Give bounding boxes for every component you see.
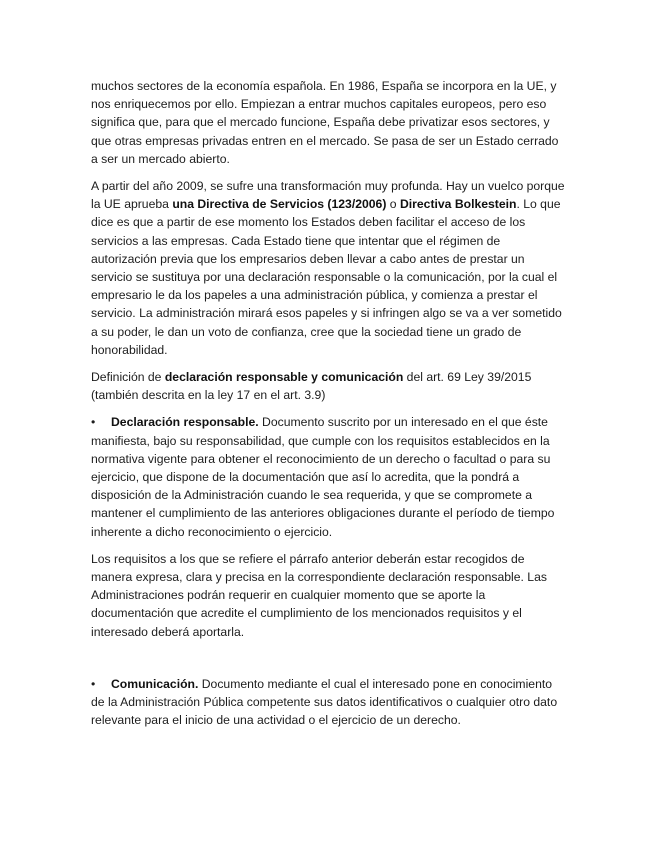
paragraph-directiva-text-d: . Lo que dice es que a partir de ese momento los Estados deben facilitar el acceso de los servicios a las empresas. Cada Estado tiene que intentar que el régimen de autorización previa que los empresarios deben llevar a cabo antes de prestar un servicio se sustituya por una declaración responsable o la comunicación, por la cual el empresario le da los papeles a una administración pública, y comienza a prestar el servicio. La administración mirará esos papeles y si infringen algo se va a ver sometido a su poder, le dan un voto de confianza, cree que la sociedad tiene un grado de honorabilidad. [91,197,562,357]
bullet-comunicacion [91,675,567,730]
paragraph-definicion-text-a: Definición de [91,370,165,385]
paragraph-economia-text: muchos sectores de la economía española. En 1986, España se incorpora en la UE, y nos enriquecemos por ello. Empiezan a entrar muchos capitales europeos, pero eso significa que, para que el mercado funcione, España debe privatizar esos sectores, y que otras empresas privadas entren en el mercado. Se pasa de ser un Estado cerrado a ser un mercado abierto. [91,79,559,166]
paragraph-directiva-text-c: o [386,197,400,212]
comunicacion-term: Comunicación. [111,676,199,691]
paragraph-definicion [91,368,567,404]
declaracion-responsable-term: Declaración responsable. [111,415,259,430]
paragraph-requisitos-text: Los requisitos a los que se refiere el párrafo anterior deberán estar recogidos de manera expresa, clara y precisa en la correspondiente declaración responsable. Las Administraciones podrán requerir en cualquier momento que se aporte la documentación que acredite el cumplimiento de los mencionados requisitos y el interesado deberá aportarla. [91,551,547,639]
paragraph-definicion-text-c: del art. 69 Ley 39/2015 (también descrita en la ley 17 en el art. 3.9) [91,370,532,403]
bullet-declaracion-responsable [91,413,567,540]
directiva-servicios-bold: una Directiva de Servicios (123/2006) [172,197,387,212]
paragraph-directiva [91,177,567,359]
paragraph-economia [91,77,567,168]
comunicacion-text: Documento mediante el cual el interesado pone en conocimiento de la Administración Pública competente sus datos identificativos o cualquier otro dato relevante para el inicio de una actividad o el ejercicio de un derecho. [91,676,558,728]
paragraph-requisitos [91,550,567,641]
declaracion-responsable-text: Documento suscrito por un interesado en el que éste manifiesta, bajo su responsabilidad, que cumple con los requisitos establecidos en la normativa vigente para obtener el reconocimiento de un derecho o facultad o para su ejercicio, que dispone de la documentación que así lo acredita, que la pondrá a disposición de la Administración cuando le sea requerida, y que se compromete a mantener el cumplimiento de las anteriores obligaciones durante el período de tiempo inherente a dicho reconocimiento o ejercicio. [91,415,555,539]
bullet-marker: • [91,415,96,430]
bullet-marker: • [91,676,96,691]
definicion-term-bold: declaración responsable y comunicación [164,370,404,385]
directiva-bolkestein-bold: Directiva Bolkestein [399,197,517,212]
blank-spacer [91,650,567,675]
paragraph-directiva-text-a: A partir del año 2009, se sufre una transformación muy profunda. Hay un vuelco porque la UE aprueba [91,179,565,212]
